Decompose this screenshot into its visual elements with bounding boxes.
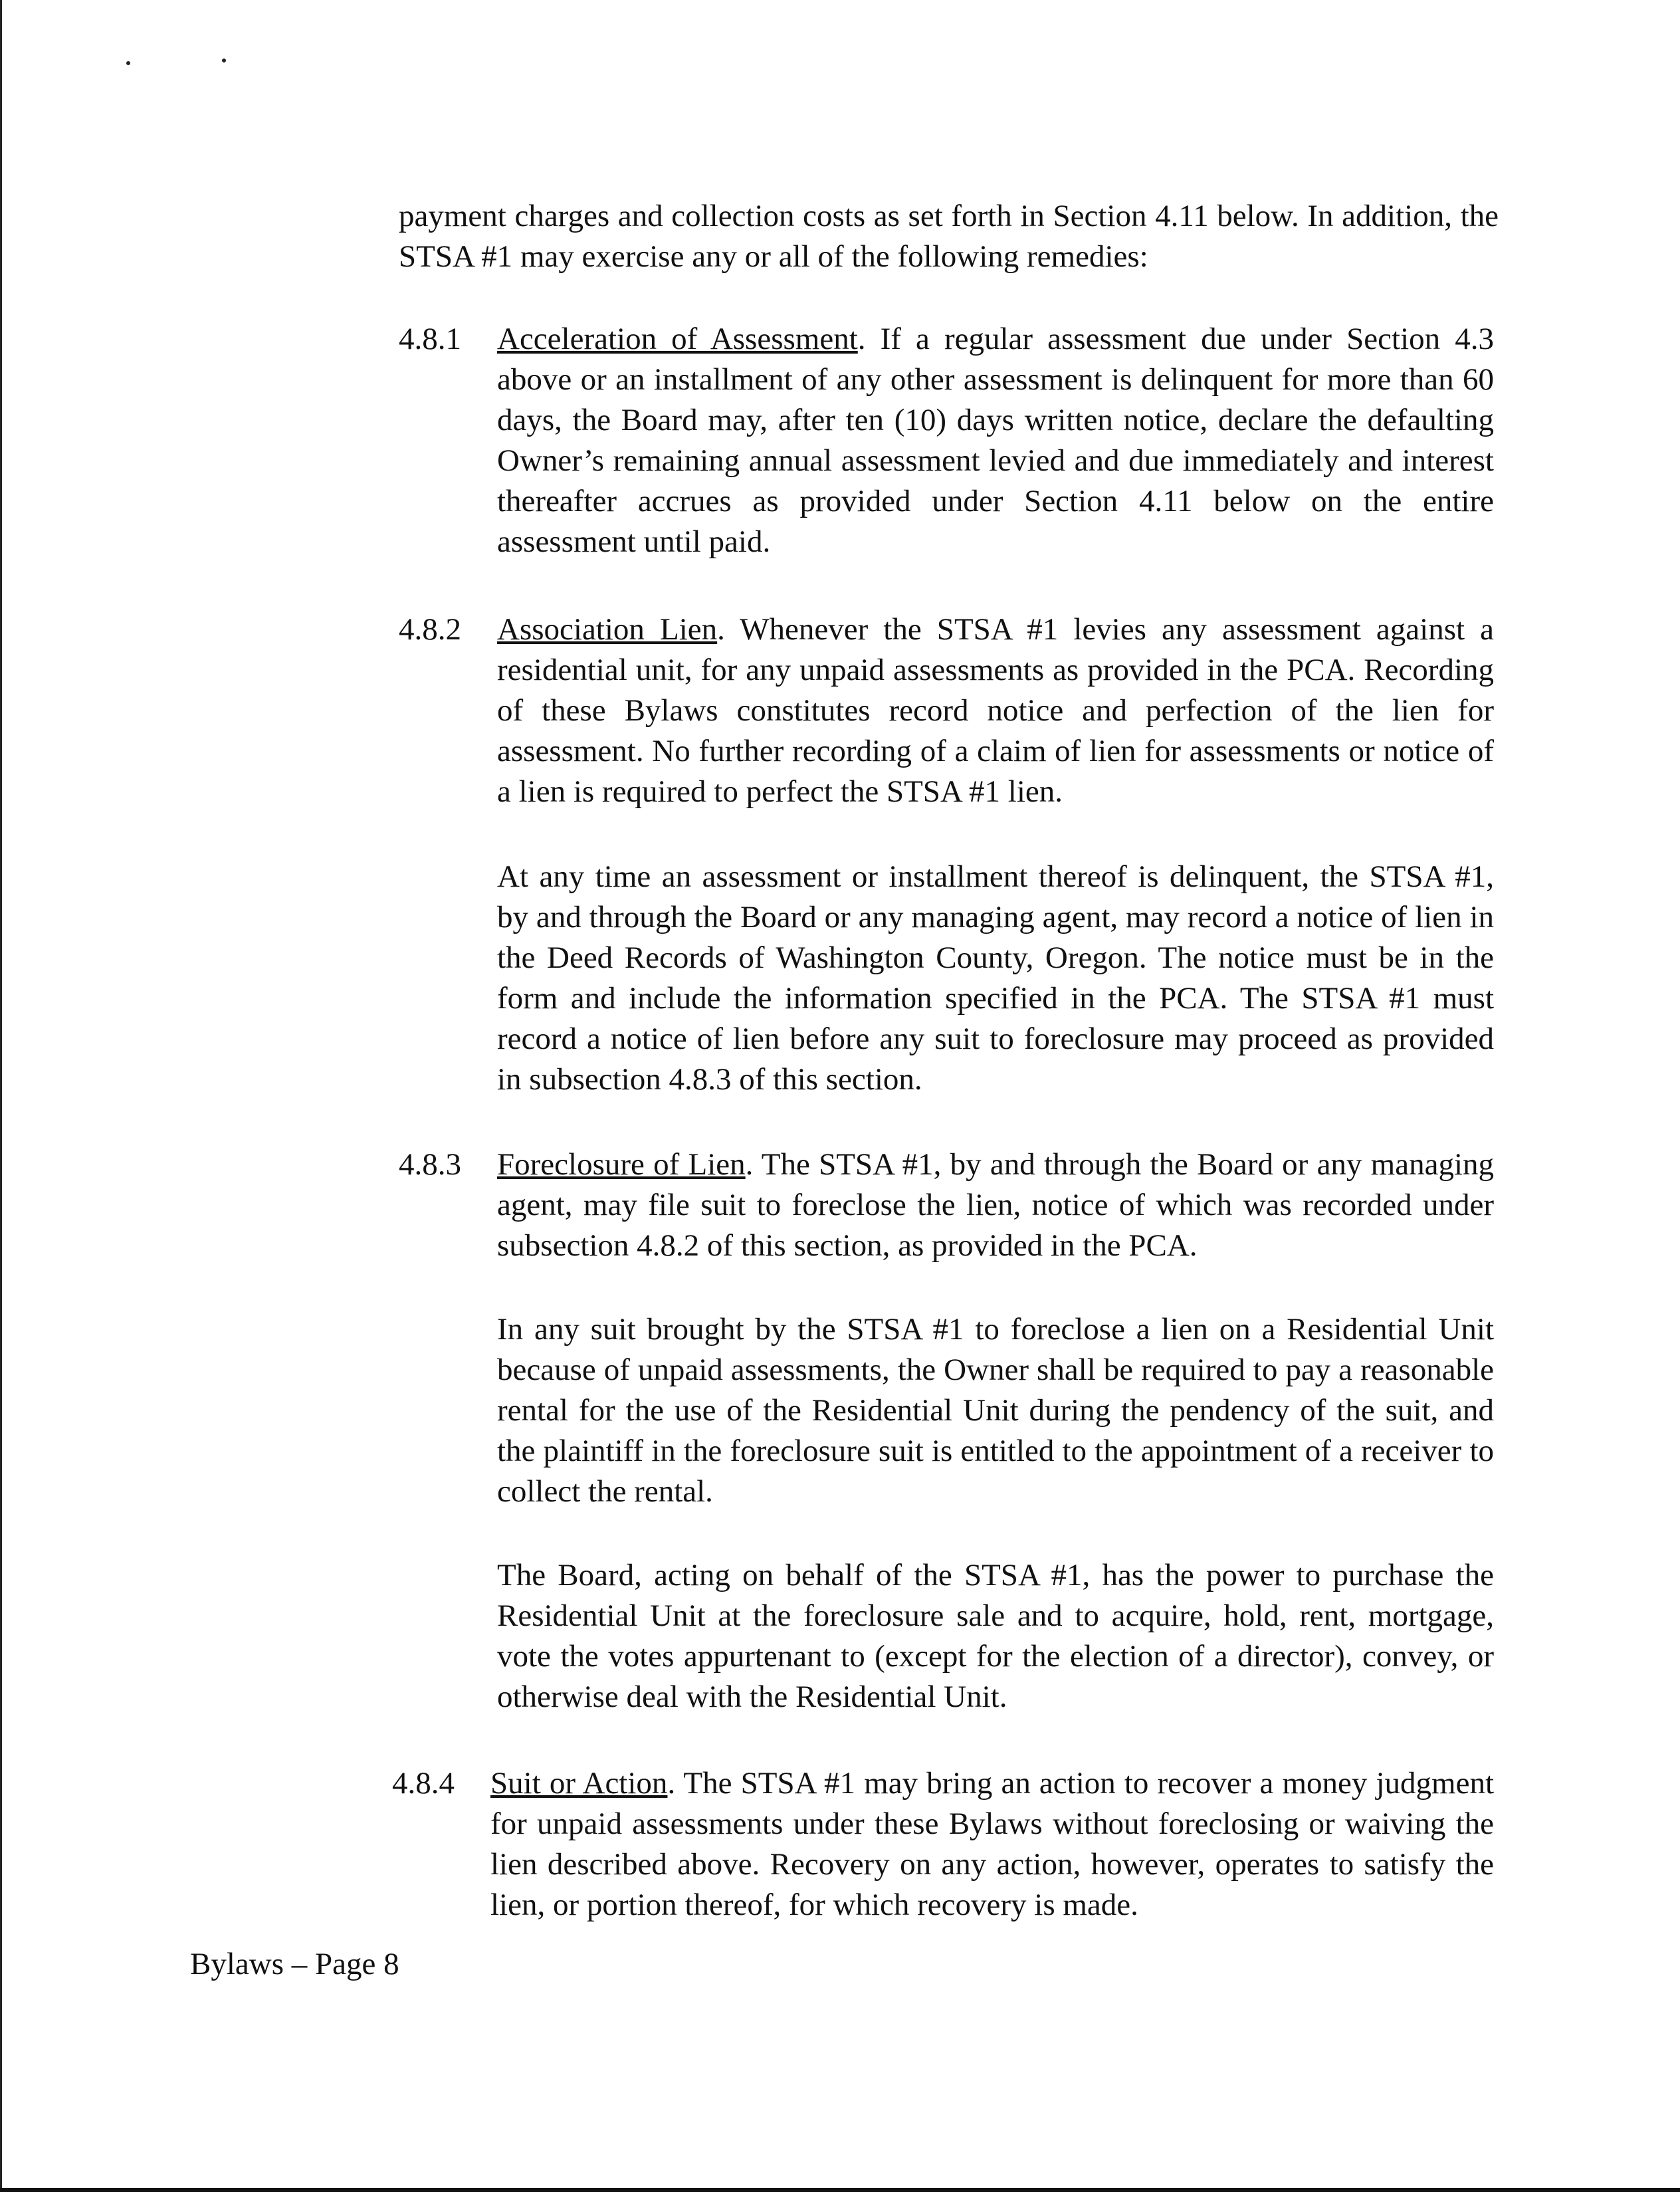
section-number: 4.8.2	[399, 612, 461, 647]
page-footer: Bylaws – Page 8	[190, 1947, 399, 1981]
section-number: 4.8.3	[399, 1147, 461, 1182]
section-4-8-4-paragraph	[490, 1763, 1494, 1925]
section-number: 4.8.1	[399, 322, 461, 356]
section-text: . The STSA #1, by and through the Board or any managing agent, may file suit to foreclose the lien, notice of which was recorded under subsection 4.8.2 of this section, as provided in the PCA.	[497, 1147, 1495, 1263]
scan-left-edge	[0, 0, 2, 2192]
scan-bottom-edge	[0, 2188, 1680, 2192]
section-4-8-3-paragraph-2: In any suit brought by the STSA #1 to foreclose a lien on a Residential Unit because of unpaid assessments, the Owner shall be required to pay a reasonable rental for the use of the Residential Unit during the pendency of the suit, and the plaintiff in the foreclosure suit is entitled to the appointment of a receiver to collect the rental.	[497, 1312, 1494, 1509]
section-number: 4.8.4	[392, 1766, 455, 1801]
section-heading: Suit or Action	[490, 1766, 668, 1801]
section-text: . If a regular assessment due under Section 4.3 above or an installment of any other assessment is delinquent for more than 60 days, the Board may, after ten (10) days written notice, declare the defaulting Owner’s remaining annual assessment levied and due immediately and interest thereafter accrues as provided under Section 4.11 below on the entire assessment until paid.	[497, 322, 1494, 559]
intro-paragraph: payment charges and collection costs as set forth in Section 4.11 below. In addition, the STSA #1 may exercise any or all of the following remedies:	[399, 199, 1499, 274]
section-4-8-1-paragraph	[497, 319, 1494, 562]
scan-speck	[222, 58, 226, 62]
section-text: . Whenever the STSA #1 levies any assessment against a residential unit, for any unpaid assessments as provided in the PCA. Recording of these Bylaws constitutes record notice and perfection of the lien for assessment. No further recording of a claim of lien for assessments or notice of a lien is required to perfect the STSA #1 lien.	[497, 612, 1494, 809]
scan-speck	[126, 61, 130, 65]
section-text: . The STSA #1 may bring an action to recover a money judgment for unpaid assessments under these Bylaws without foreclosing or waiving the lien described above. Recovery on any action, however, operates to satisfy the lien, or portion thereof, for which recovery is made.	[490, 1766, 1494, 1922]
section-heading: Association Lien	[497, 612, 718, 647]
section-heading: Acceleration of Assessment	[497, 322, 858, 356]
section-4-8-2-paragraph	[497, 609, 1494, 812]
section-4-8-3-paragraph-3: The Board, acting on behalf of the STSA #1, has the power to purchase the Residential Unit at the foreclosure sale and to acquire, hold, rent, mortgage, vote the votes appurtenant to (except for the election of a director), convey, or otherwise deal with the Residential Unit.	[497, 1558, 1494, 1714]
section-4-8-3-paragraph	[497, 1145, 1494, 1266]
section-4-8-2-paragraph-2: At any time an assessment or installment thereof is delinquent, the STSA #1, by and through the Board or any managing agent, may record a notice of lien in the Deed Records of Washington County, Oregon. The notice must be in the form and include the information specified in the PCA. The STSA #1 must record a notice of lien before any suit to foreclosure may proceed as provided in subsection 4.8.3 of this section.	[497, 859, 1494, 1097]
section-heading: Foreclosure of Lien	[497, 1147, 746, 1182]
